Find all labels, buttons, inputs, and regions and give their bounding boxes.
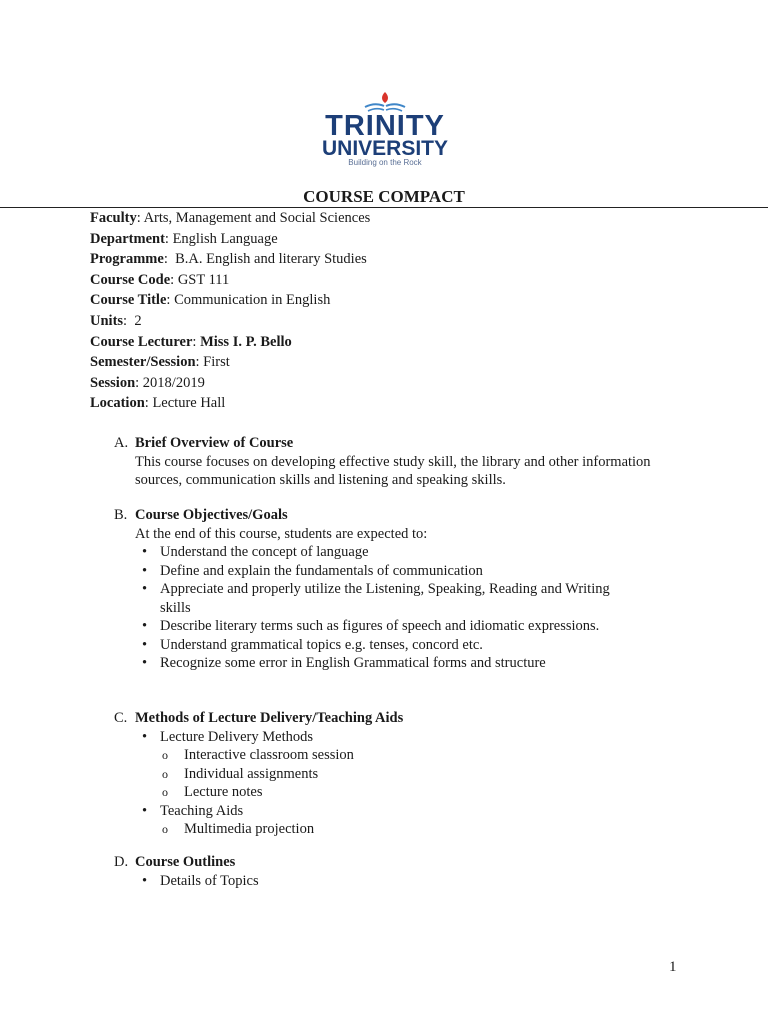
info-separator: : [136,210,144,226]
list-item [135,802,403,839]
info-value: Arts, Management and Social Sciences [143,210,371,226]
section-outlines [114,853,259,890]
info-separator: : [170,271,178,288]
info-separator: : [192,333,201,350]
course-info [90,208,370,414]
list-item-text: Understand the concept of language [160,544,369,560]
info-row [90,332,370,353]
list-item-text: Details of Topics [160,872,259,889]
hollow-bullet-icon: o [162,766,168,781]
info-label: Course Code [90,271,171,288]
info-row [90,311,370,332]
info-row [90,229,370,250]
info-value: Lecture Hall [152,395,226,412]
sub-list [160,820,403,839]
page-number: 1 [669,959,677,975]
overview-line: This course focuses on developing effective study skill, the library and other information [135,453,651,470]
info-separator: : [123,312,135,329]
bullet-icon: • [142,562,148,579]
list-item-text: Recognize some error in English Grammatical forms and structure [160,655,546,671]
list-item-text: Describe literary terms such as figures of speech and idiomatic expressions. [160,618,600,634]
section-objectives [114,506,635,673]
info-value: English Language [172,230,278,247]
info-separator: : [163,251,176,268]
info-separator: : [166,292,175,309]
logo-word-university: UNIVERSITY [321,137,449,160]
bullet-icon: • [142,728,148,745]
info-row [90,393,370,414]
sub-list-item-text: Individual assignments [184,765,319,782]
hollow-bullet-icon: o [162,822,168,836]
list-item-text: Lecture Delivery Methods [160,728,314,745]
section-heading: Brief Overview of Course [135,435,294,451]
info-label: Semester/Session [90,354,196,371]
logo-tagline: Building on the Rock [348,158,422,167]
info-separator: : [135,374,143,391]
list-item-text: Appreciate and properly utilize the Listening, Speaking, Reading and Writing skills [160,581,610,616]
info-label: Faculty [90,210,137,226]
list-item-text: Teaching Aids [160,802,244,819]
info-row [90,249,370,270]
list-item-text: Define and explain the fundamentals of communication [160,562,483,579]
logo-word-trinity: TRINITY [325,110,445,142]
hollow-bullet-icon: o [162,785,168,799]
sub-list-item [160,746,403,765]
info-row [90,373,370,394]
list-item [135,654,635,673]
list-item [135,617,635,636]
info-separator: : [164,230,173,247]
info-row [90,208,370,229]
sub-list-item-text: Interactive classroom session [184,747,354,763]
info-label: Units [90,312,124,329]
bullet-icon: • [142,581,148,597]
list-item [135,872,259,891]
methods-list [135,728,403,839]
info-row [90,270,370,291]
document-title: COURSE COMPACT [303,187,465,206]
info-row [90,352,370,373]
info-label: Session [90,374,136,391]
section-letter: A. [114,435,129,451]
list-item [135,562,635,581]
info-value: Miss I. P. Bello [200,333,292,350]
section-letter: C. [114,710,128,726]
sub-list-item [160,765,403,784]
info-label: Programme [90,251,164,268]
section-methods [114,709,403,839]
bullet-icon: • [142,618,148,634]
objectives-list [135,543,635,673]
info-separator: : [195,354,204,371]
outlines-list [135,872,259,891]
info-label: Department [90,230,165,247]
sub-list [160,746,403,802]
overview-line: sources, communication skills and listening and speaking skills. [135,472,506,488]
info-value: GST 111 [177,271,230,288]
info-value: B.A. English and literary Studies [175,251,367,268]
list-item [135,543,635,562]
info-label: Location [90,395,145,412]
sub-list-item [160,783,403,802]
objectives-intro: At the end of this course, students are expected to: [135,525,428,542]
list-item [135,728,403,802]
bullet-icon: • [142,802,148,819]
info-value: 2018/2019 [142,374,205,391]
section-letter: D. [114,854,129,870]
info-row [90,290,370,311]
list-item [135,580,635,617]
list-item-text: Understand grammatical topics e.g. tenses, concord etc. [160,636,483,653]
section-heading: Course Objectives/Goals [135,507,288,523]
info-value: 2 [134,312,142,329]
info-label: Course Title [90,292,167,309]
bullet-icon: • [142,544,148,560]
section-heading: Methods of Lecture Delivery/Teaching Aids [135,710,404,726]
section-heading: Course Outlines [135,854,236,870]
bullet-icon: • [142,655,148,671]
university-logo [310,90,460,170]
list-item [135,636,635,655]
sub-list-item-text: Multimedia projection [184,821,315,837]
hollow-bullet-icon: o [162,748,168,762]
section-letter: B. [114,507,128,523]
section-overview [114,434,651,490]
bullet-icon: • [142,872,148,889]
info-value: First [203,354,230,371]
info-value: Communication in English [174,292,331,309]
sub-list-item-text: Lecture notes [184,784,263,800]
info-separator: : [144,395,153,412]
bullet-icon: • [142,636,148,653]
info-label: Course Lecturer [90,333,193,350]
sub-list-item [160,820,403,839]
